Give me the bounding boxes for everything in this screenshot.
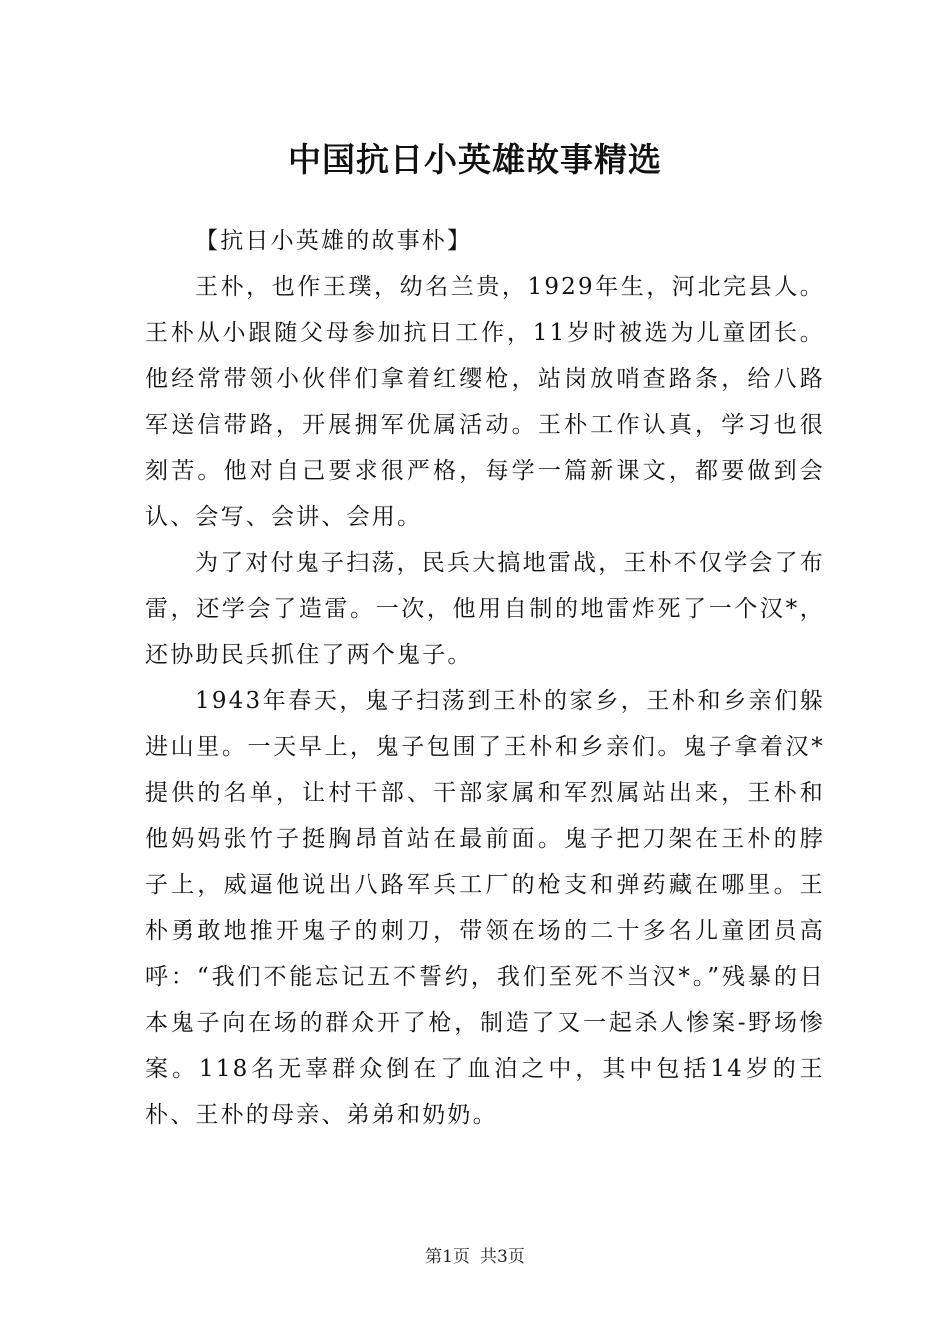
- page-footer: [0, 1242, 950, 1267]
- page-number: 第1页: [425, 1247, 470, 1267]
- page-total: 共3页: [480, 1247, 525, 1267]
- paragraph-1: 王朴，也作王璞，幼名兰贵，1929年生，河北完县人。王朴从小跟随父母参加抗日工作，11岁时被选为儿童团长。他经常带领小伙伴们拿着红缨枪，站岗放哨查路条，给八路军送信带路，开展拥军优属活动。王朴工作认真，学习也很刻苦。他对自己要求很严格，每学一篇新课文，都要做到会认、会写、会讲、会用。: [145, 274, 825, 530]
- document-body: [145, 218, 825, 1138]
- paragraph-3: 1943年春天，鬼子扫荡到王朴的家乡，王朴和乡亲们躲进山里。一天早上，鬼子包围了王朴和乡亲们。鬼子拿着汉*提供的名单，让村干部、干部家属和军烈属站出来，王朴和他妈妈张竹子挺胸昂首站在最前面。鬼子把刀架在王朴的脖子上，威逼他说出八路军兵工厂的枪支和弹药藏在哪里。王朴勇敢地推开鬼子的刺刀，带领在场的二十多名儿童团员高呼：“我们不能忘记五不誓约，我们至死不当汉*。”残暴的日本鬼子向在场的群众开了枪，制造了又一起杀人惨案-野场惨案。118名无辜群众倒在了血泊之中，其中包括14岁的王朴、王朴的母亲、弟弟和奶奶。: [145, 688, 825, 1128]
- document-title: 中国抗日小英雄故事精选: [288, 140, 662, 179]
- section-heading: 【抗日小英雄的故事朴】: [195, 228, 473, 254]
- paragraph-2: 为了对付鬼子扫荡，民兵大搞地雷战，王朴不仅学会了布雷，还学会了造雷。一次，他用自制的地雷炸死了一个汉*，还协助民兵抓住了两个鬼子。: [145, 550, 825, 668]
